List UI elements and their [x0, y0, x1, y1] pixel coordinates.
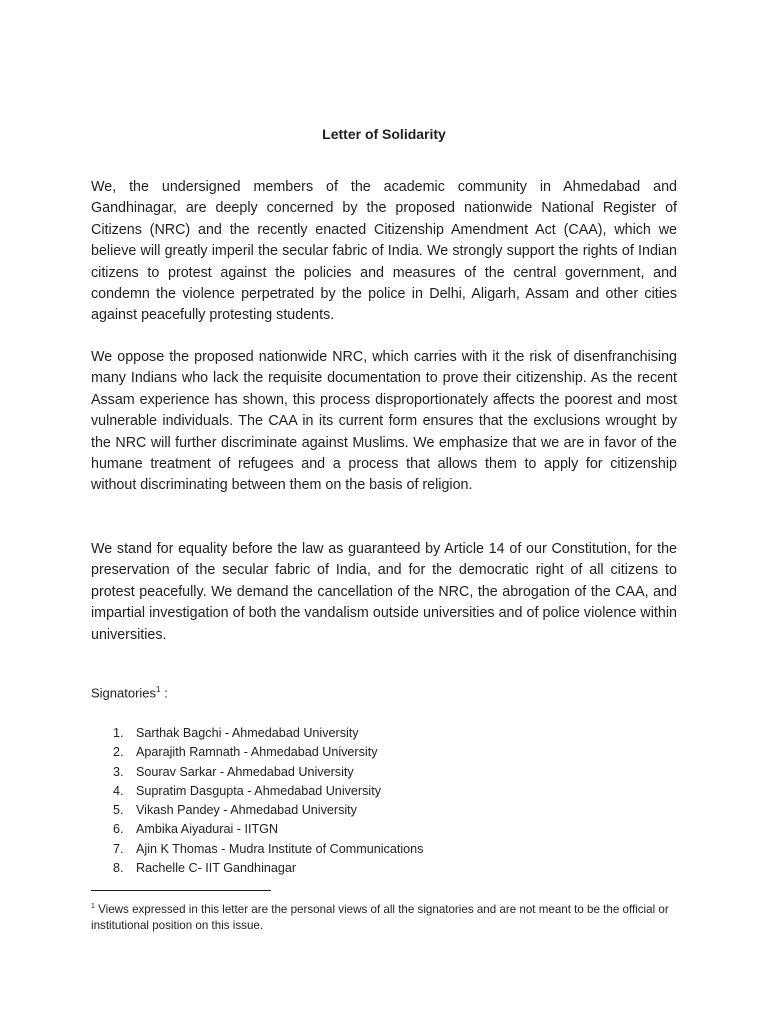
list-item — [91, 859, 651, 878]
list-item — [91, 840, 651, 859]
footnote — [91, 899, 671, 935]
list-item — [91, 820, 651, 839]
list-item — [91, 763, 651, 782]
list-item-number: 6. — [113, 822, 124, 837]
list-item — [91, 801, 651, 820]
signatories-heading — [91, 685, 168, 700]
footnote-separator — [91, 890, 271, 891]
list-item-number: 2. — [113, 745, 124, 760]
list-item-number: 3. — [113, 764, 124, 779]
signatories-list — [91, 724, 651, 878]
list-item-text: Sourav Sarkar - Ahmedabad University — [136, 764, 354, 779]
footnote-reference[interactable]: 1 — [156, 685, 161, 694]
signatories-heading-colon: : — [160, 685, 168, 701]
list-item-text: Ambika Aiyadurai - IITGN — [136, 822, 279, 837]
signatories-heading-text: Signatories — [91, 685, 157, 701]
footnote-marker: 1 — [91, 903, 95, 910]
list-item-text: Ajin K Thomas - Mudra Institute of Communications — [136, 841, 424, 856]
list-item-number: 7. — [113, 841, 124, 856]
list-item-text: Rachelle C- IIT Gandhinagar — [136, 861, 297, 876]
list-item-number: 5. — [113, 803, 124, 818]
list-item-text: Sarthak Bagchi - Ahmedabad University — [136, 726, 359, 740]
paragraph-1: We, the undersigned members of the academic community in Ahmedabad and Gandhinagar, are deeply concerned by the proposed nationwide National Register of Citizens (NRC) and the recently enacted Citizenship Amendment Act (CAA), which we believe will greatly imperil the secular fabric of India. We strongly support the rights of Indian citizens to protest against the policies and measures of the central government, and condemn the violence perpetrated by the police in Delhi, Aligarh, Assam and other cities against peacefully protesting students. — [91, 179, 677, 324]
list-item-number: 1. — [113, 726, 124, 740]
list-item — [91, 724, 651, 743]
list-item — [91, 782, 651, 801]
list-item-text: Supratim Dasgupta - Ahmedabad University — [136, 783, 381, 798]
list-item-text: Vikash Pandey - Ahmedabad University — [136, 803, 357, 818]
list-item-text: Aparajith Ramnath - Ahmedabad University — [136, 745, 378, 760]
list-item-number: 4. — [113, 783, 124, 798]
footnote-text: Views expressed in this letter are the personal views of all the signatories and are not meant to be the official or institutional position on this issue. — [91, 902, 669, 933]
paragraph-3: We stand for equality before the law as guaranteed by Article 14 of our Constitution, for the preservation of the secular fabric of India, and for the democratic right of all citizens to protest peacefully. We demand the cancellation of the NRC, the abrogation of the CAA, and impartial investigation of both the vandalism outside universities and of police violence within universities. — [91, 541, 677, 643]
paragraph-2: We oppose the proposed nationwide NRC, which carries with it the risk of disenfranchising many Indians who lack the requisite documentation to prove their citizenship. As the recent Assam experience has shown, this process disproportionately affects the poorest and most vulnerable individuals. The CAA in its current form ensures that the exclusions wrought by the NRC will further discriminate against Muslims. We emphasize that we are in favor of the humane treatment of refugees and a process that allows them to apply for citizenship without discriminating between them on the basis of religion. — [91, 349, 677, 494]
list-item-number: 8. — [113, 861, 124, 876]
list-item — [91, 743, 651, 762]
letter-title: Letter of Solidarity — [322, 126, 446, 142]
